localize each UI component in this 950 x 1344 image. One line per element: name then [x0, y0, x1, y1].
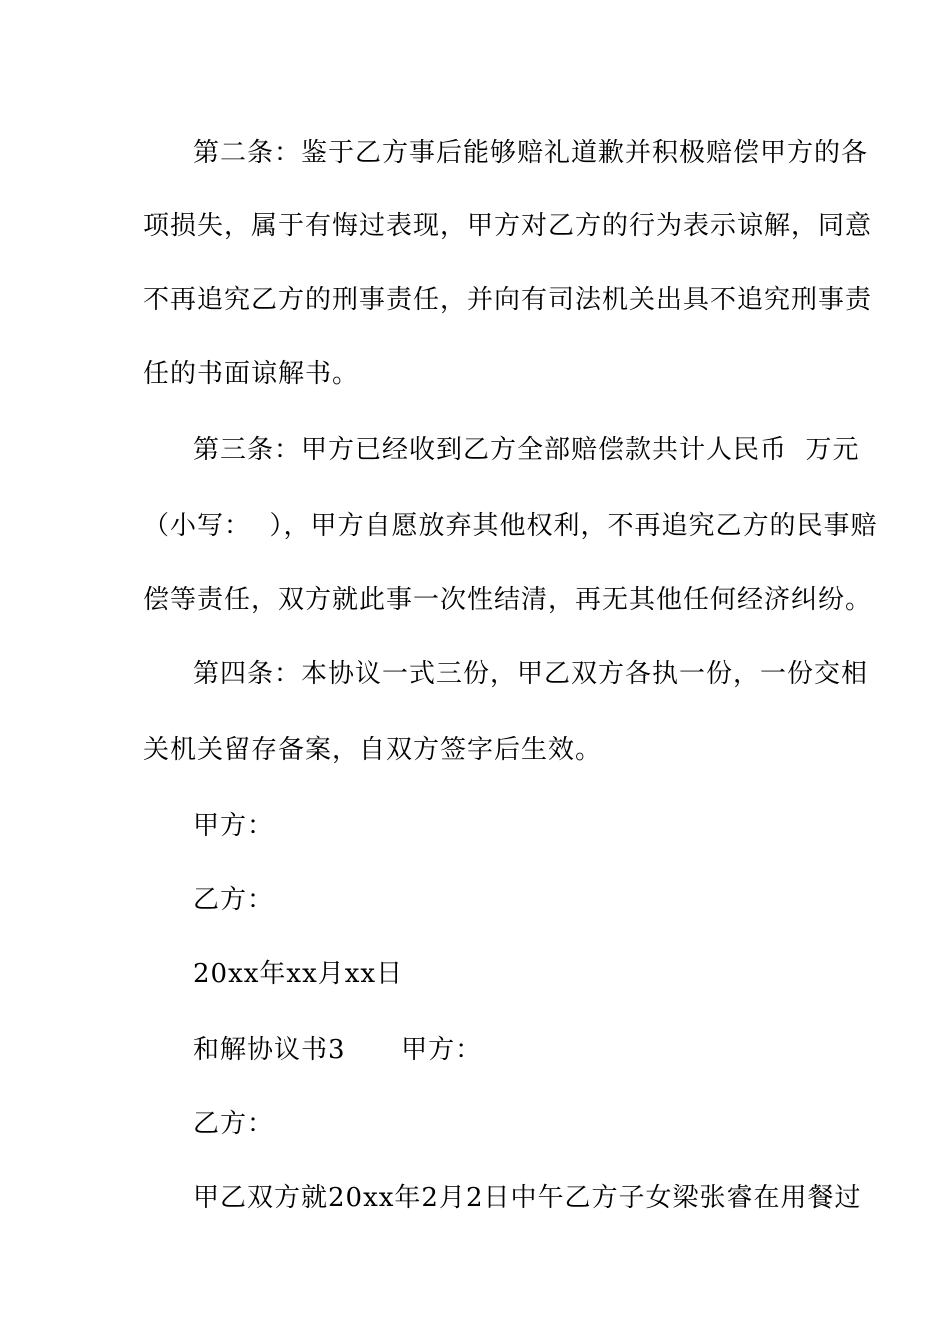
article-2-line-4: 任的书面谅解书。 [143, 359, 360, 389]
article-2-line-1: 第二条：鉴于乙方事后能够赔礼道歉并积极赔偿甲方的各 [193, 138, 869, 168]
date-line: 20xx年xx月xx日 [193, 959, 404, 989]
article-3-line-2: （小写： ），甲方自愿放弃其他权利，不再追究乙方的民事赔 [143, 511, 878, 541]
agreement-3-first-line: 甲乙双方就20xx年2月2日中午乙方子女梁张睿在用餐过 [193, 1183, 862, 1213]
party-b-label: 乙方： [193, 885, 275, 915]
article-2-line-2: 项损失，属于有悔过表现，甲方对乙方的行为表示谅解，同意 [143, 211, 873, 241]
agreement-3-title: 和解协议书3 甲方： [193, 1035, 483, 1065]
article-3-line-1: 第三条：甲方已经收到乙方全部赔偿款共计人民币 万元 [193, 435, 860, 465]
article-3-line-3: 偿等责任，双方就此事一次性结清，再无其他任何经济纠纷。 [143, 585, 873, 615]
article-2-line-3: 不再追究乙方的刑事责任，并向有司法机关出具不追究刑事责 [143, 285, 873, 315]
party-a-label: 甲方： [193, 811, 275, 841]
party-b-label-2: 乙方： [193, 1109, 275, 1139]
article-4-line-2: 关机关留存备案，自双方签字后生效。 [143, 735, 603, 765]
article-4-line-1: 第四条：本协议一式三份，甲乙双方各执一份，一份交相 [193, 659, 869, 689]
